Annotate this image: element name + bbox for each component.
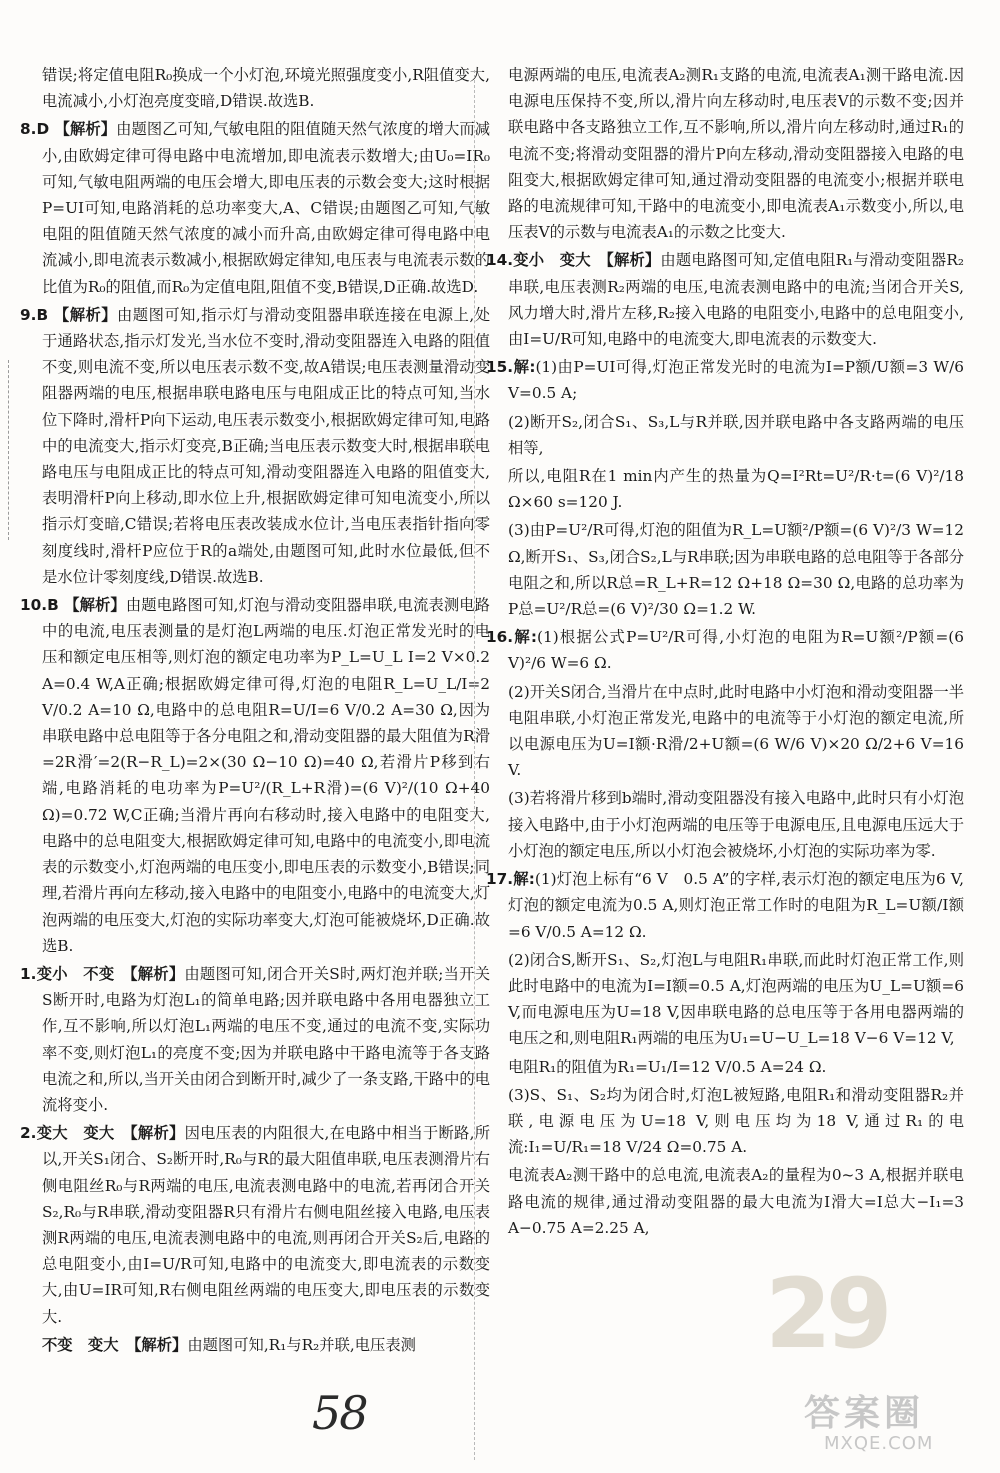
answer-text: 错误;将定值电阻R₀换成一个小灯泡,环境光照强度变小,R阻值变大,电流减小,小灯泡亮度变暗,D错误.故选B.: [42, 66, 490, 111]
handwritten-page-number: 58: [312, 1386, 367, 1440]
answer-text: 由题图可知,R₁与R₂并联,电压表测: [187, 1335, 416, 1354]
answer-tag: 变小 不变 【解析】: [36, 964, 185, 983]
answer-tag: 变大 变大 【解析】: [36, 1124, 185, 1143]
answer-text: 由题图可知,指示灯与滑动变阻器串联连接在电源上,处于通路状态,指示灯发光,当水位不变时,滑动变阻器连入电路的阻值不变,则电流不变,所以电压表示数不变,故A错误;电压表测量滑动变阻器两端的电压,根据串联电路电压与电阻成正比的特点可知,当水位下降时,滑杆P向下运动,电压表示数变小,根据欧姆定律可知,电路中的电流变大,指示灯变亮,B正确;当电压表示数变大时,根据串联电路电压与电阻成正比的特点可知,滑动变阻器连入电路的阻值变大,表明滑杆P向上移动,即水位上升,根据欧姆定律可知电流变小,所以指示灯变暗,C错误;若将电压表改装成水位计,当电压表指针指向零刻度线时,滑杆P应位于R的a端处,由题图可知,此时水位最低,但不是水位计零刻度线,D错误.故选B.: [42, 305, 490, 586]
answer-text: (2)闭合S,断开S₁、S₂,灯泡L与电阻R₁串联,而此时灯泡正常工作,则此时电路中的电流为I=I额=0.5 A,灯泡两端的电压为U_L=U额=6 V,而电源电压为U=18 V,因串联电路的总电压等于各用电器两端的电压之和,则电阻R₁两端的电压为U₁=U−U_L=18 V−6 V=12 V,: [508, 950, 964, 1048]
answer-text: 电流表A₂测干路中的总电流,电流表A₂的量程为0~3 A,根据并联电路电流的规律,通过滑动变阻器的最大电流为I滑大=I总大−I₁=3 A−0.75 A=2.25 A,: [508, 1166, 964, 1237]
answer-text: (1)灯泡上标有“6 V 0.5 A”的字样,表示灯泡的额定电压为6 V,灯泡的额定电流为0.5 A,则灯泡正常工作时的电阻为R_L=U额/I额=6 V/0.5 A=12 Ω.: [508, 870, 964, 941]
answer-paragraph: [486, 409, 964, 461]
answer-tag: 解:: [513, 870, 535, 889]
answer-text: (2)断开S₂,闭合S₁、S₃,L与R并联,因并联电路中各支路两端的电压相等,: [508, 412, 964, 457]
answer-paragraph: [486, 463, 964, 515]
answer-paragraph: [486, 517, 964, 622]
answer-text: 由题电路图可知,定值电阻R₁与滑动变阻器R₂串联,电压表测R₂两端的电压,电流表测电路中的电流;当闭合开关S,风力增大时,滑片左移,R₂接入电路的电阻变小,电路中的总电阻变小,由I=U/R可知,电路中的电流变大,即电流表的示数变大.: [508, 251, 964, 349]
answer-paragraph: [20, 592, 490, 959]
answer-text: (3)由P=U²/R可得,灯泡的阻值为R_L=U额²/P额=(6 V)²/3 W=12 Ω,断开S₁、S₃,闭合S₂,L与R串联;因为串联电路的总电阻等于各部分电阻之和,所以R总=R_L+R=12 Ω+18 Ω=30 Ω,电路的总功率为P总=U²/R总=(6 V)²/30 Ω=1.2 W.: [508, 521, 964, 619]
answer-tag: 变小 变大 【解析】: [513, 251, 661, 270]
right-column: [486, 62, 964, 1243]
answer-text: (3)若将滑片移到b端时,滑动变阻器没有接入电路中,此时只有小灯泡接入电路中,由于小灯泡两端的电压等于电源电压,且电源电压远大于小灯泡的额定电压,所以小灯泡会被烧坏,小灯泡的实际功率为零.: [508, 789, 964, 860]
question-number: 15.: [486, 358, 514, 377]
answer-tag: 解:: [513, 628, 538, 647]
question-number: 10.: [20, 596, 48, 615]
answer-paragraph: [20, 1332, 490, 1358]
large-page-stamp-number: 29: [765, 1258, 887, 1370]
answer-paragraph: [486, 947, 964, 1052]
answer-text: 因电压表的内阻很大,在电路中相当于断路,所以,开关S₁闭合、S₂断开时,R₀与R的最大阻值串联,电压表测滑片右侧电阻丝R₀与R两端的电压,电流表测电路中的电流,若再闭合开关S₂,R₀与R串联,滑动变阻器R只有滑片右侧电阻丝接入电路,电压表测R两端的电压,电流表测电路中的电流,则再闭合开关S₂后,电路的总电阻变小,由I=U/R可知,电路中的电流变大,即电流表的示数变大,由U=IR可知,R右侧电阻丝两端的电压变大,即电压表的示数变大.: [42, 1124, 490, 1326]
watermark-url: MXQE.COM: [824, 1433, 934, 1454]
question-number: 17.: [486, 870, 514, 889]
answer-tag: 解:: [513, 358, 536, 377]
answer-tag: D 【解析】: [36, 120, 117, 139]
answer-paragraph: [486, 247, 964, 352]
question-number: 2.: [20, 1124, 37, 1143]
answer-paragraph: [486, 62, 964, 245]
answer-paragraph: [20, 1120, 490, 1330]
answer-tag: B 【解析】: [47, 596, 126, 615]
answer-text: 由题电路图可知,灯泡与滑动变阻器串联,电流表测电路中的电流,电压表测量的是灯泡L两端的电压.灯泡正常发光时的电压和额定电压相等,则灯泡的额定电功率为P_L=U_L I=2 V×0.2 A=0.4 W,A正确;根据欧姆定律可得,灯泡的电阻R_L=U_L/I=2 V/0.2 A=10 Ω,电路中的总电阻R=U/I=6 V/0.2 A=30 Ω,因为串联电路中总电阻等于各分电阻之和,滑动变阻器的最大阻值为R滑=2R滑′=2(R−R_L)=2×(30 Ω−10 Ω)=40 Ω,若滑片P移到右端,电路消耗的电功率为P=U²/(R_L+R滑)=(6 V)²/(10 Ω+40 Ω)=0.72 W,C正确;当滑片再向右移动时,接入电路中的电阻变大,电路中的总电阻变大,根据欧姆定律可知,电路中的电流变小,即电流表的示数变小,灯泡两端的电压变小,即电压表的示数变小,B错误;同理,若滑片再向左移动,接入电路中的电阻变小,电路中的电流变大,灯泡两端的电压变大,灯泡的实际功率变大,灯泡可能被烧坏,D正确.故选B.: [42, 596, 490, 955]
answer-text: (1)根据公式P=U²/R可得,小灯泡的电阻为R=U额²/P额=(6 V)²/6 W=6 Ω.: [508, 628, 964, 673]
answer-paragraph: [20, 961, 490, 1118]
answer-text: (3)S、S₁、S₂均为闭合时,灯泡L被短路,电阻R₁和滑动变阻器R₂并联,电源电压为U=18 V,则电压均为18 V,通过R₁的电流:I₁=U/R₁=18 V/24 Ω=0.75 A.: [508, 1085, 964, 1157]
answer-text: 由题图乙可知,气敏电阻的阻值随天然气浓度的增大而减小,由欧姆定律可得电路中电流增加,即电流表示数增大;由U₀=IR₀可知,气敏电阻两端的电压会增大,即电压表的示数会变大;这时根据P=UI可知,电路消耗的总功率变大,A、C错误;由题图乙可知,气敏电阻的阻值随天然气浓度的减小而升高,由欧姆定律可得电路中电流减小,即电流表示数减小,根据欧姆定律知,电压表与电流表示数的比值为R₀的阻值,而R₀为定值电阻,阻值不变,B错误,D正确.故选D.: [42, 120, 490, 296]
left-column: [20, 62, 490, 1360]
watermark: [790, 1385, 990, 1469]
answer-tag: 不变 变大 【解析】: [42, 1335, 188, 1354]
question-number: 9.: [20, 305, 37, 324]
column-divider: [474, 70, 475, 1460]
question-number: 14.: [486, 251, 514, 270]
answer-text: (1)由P=UI可得,灯泡正常发光时的电流为I=P额/U额=3 W/6 V=0.5 A;: [508, 358, 964, 403]
answer-text: 由题图可知,闭合开关S时,两灯泡并联;当开关S断开时,电路为灯泡L₁的简单电路;因并联电路中各用电器独立工作,互不影响,所以灯泡L₁两端的电压不变,通过的电流不变,实际功率不变,则灯泡L₁的亮度不变;因为并联电路中干路电流等于各支路电流之和,所以,当开关由闭合到断开时,减少了一条支路,干路中的电流将变小.: [42, 964, 490, 1114]
answer-text: 电源两端的电压,电流表A₂测R₁支路的电流,电流表A₁测干路电流.因电源电压保持不变,所以,滑片向左移动时,电压表V的示数不变;因并联电路中各支路独立工作,互不影响,所以,滑片向左移动时,通过R₁的电流不变;将滑动变阻器的滑片P向左移动,滑动变阻器接入电路的电阻变大,根据欧姆定律可知,通过滑动变阻器的电流变小;根据并联电路的电流规律可知,干路中的电流变小,即电流表A₁示数变小,所以,电压表V的示数与电流表A₁的示数之比变大.: [508, 66, 964, 242]
answer-paragraph: [20, 116, 490, 299]
answer-paragraph: [486, 624, 964, 676]
question-number: 16.: [486, 628, 514, 647]
question-number: 1.: [20, 964, 37, 983]
answer-text: 电阻R₁的阻值为R₁=U₁/I=12 V/0.5 A=24 Ω.: [508, 1057, 827, 1076]
answer-paragraph: [486, 785, 964, 864]
answer-paragraph: [486, 354, 964, 406]
answer-text: 所以,电阻R在1 min内产生的热量为Q=I²Rt=U²/R·t=(6 V)²/18 Ω×60 s=120 J.: [508, 467, 964, 512]
answer-tag: B 【解析】: [36, 305, 118, 324]
answer-paragraph: [486, 1054, 964, 1080]
watermark-logo: 答案圈: [804, 1393, 925, 1434]
binding-cut-line: [8, 360, 9, 540]
answer-paragraph: [486, 1162, 964, 1241]
answer-paragraph: [20, 62, 490, 114]
answer-text: (2)开关S闭合,当滑片在中点时,此时电路中小灯泡和滑动变阻器一半电阻串联,小灯泡正常发光,电路中的电流等于小灯泡的额定电流,所以电源电压为U=I额·R滑/2+U额=(6 W/6 V)×20 Ω/2+6 V=16 V.: [508, 682, 964, 780]
answer-paragraph: [486, 866, 964, 945]
answer-paragraph: [20, 302, 490, 590]
question-number: 8.: [20, 120, 37, 139]
answer-paragraph: [486, 679, 964, 784]
answer-paragraph: [486, 1082, 964, 1161]
